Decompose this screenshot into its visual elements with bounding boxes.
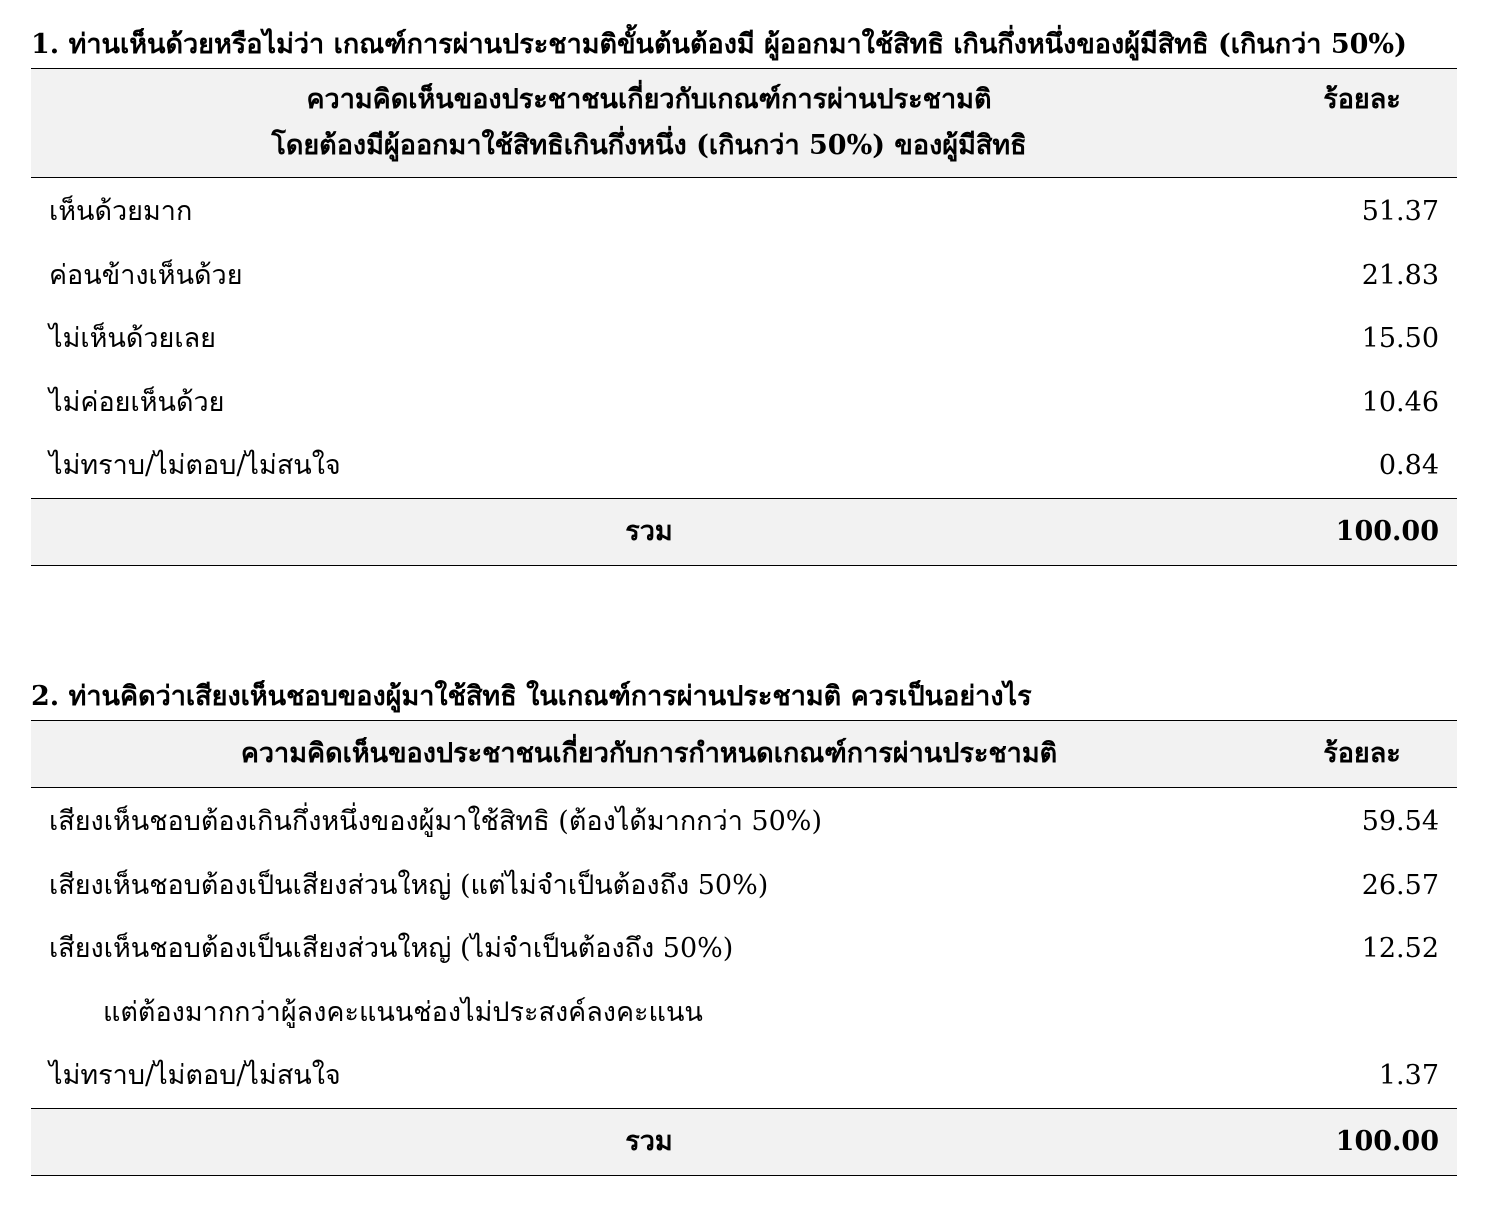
question-2-title: 2. ท่านคิดว่าเสียงเห็นชอบของผู้มาใช้สิทธิ ในเกณฑ์การผ่านประชามติ ควรเป็นอย่างไร xyxy=(31,681,1032,712)
percent-header-label: ร้อยละ xyxy=(1323,84,1401,115)
row-label: เสียงเห็นชอบต้องเป็นเสียงส่วนใหญ่ (ไม่จำเป็นต้องถึง 50%) xyxy=(49,933,734,964)
table-row xyxy=(31,854,1457,918)
row-label: เสียงเห็นชอบต้องเป็นเสียงส่วนใหญ่ (แต่ไม่จำเป็นต้องถึง 50%) xyxy=(49,869,769,901)
total-percent: 100.00 xyxy=(1335,515,1439,547)
opinion-header-line: ความคิดเห็นของประชาชนเกี่ยวกับการกำหนดเกณฑ์การผ่านประชามติ xyxy=(240,738,1058,769)
percent-column-header xyxy=(1267,69,1457,178)
total-row xyxy=(31,498,1457,565)
row-label: ไม่ทราบ/ไม่ตอบ/ไม่สนใจ xyxy=(49,1060,341,1091)
row-label: ค่อนข้างเห็นด้วย xyxy=(49,259,243,291)
row-label-continuation: แต่ต้องมากกว่าผู้ลงคะแนนช่องไม่ประสงค์ลงคะแนน xyxy=(103,996,703,1028)
opinion-header-line-2: โดยต้องมีผู้ออกมาใช้สิทธิเกินกึ่งหนึ่ง (เกินกว่า 50%) ของผู้มีสิทธิ xyxy=(271,130,1027,161)
table-row xyxy=(31,917,1457,981)
row-percent: 12.52 xyxy=(1361,933,1439,964)
row-label: เสียงเห็นชอบต้องเกินกึ่งหนึ่งของผู้มาใช้สิทธิ (ต้องได้มากกว่า 50%) xyxy=(49,806,822,837)
row-percent: 59.54 xyxy=(1361,806,1439,837)
table-row-continuation xyxy=(31,981,1457,1045)
table-row xyxy=(31,788,1457,854)
row-percent: 51.37 xyxy=(1361,196,1439,227)
question-2-table xyxy=(31,720,1457,1176)
row-percent: 21.83 xyxy=(1361,259,1439,291)
row-percent-empty xyxy=(1267,981,1457,1045)
row-label: ไม่เห็นด้วยเลย xyxy=(49,323,216,354)
table-row xyxy=(31,178,1457,244)
table-row xyxy=(31,434,1457,498)
row-percent: 10.46 xyxy=(1361,386,1439,418)
total-row xyxy=(31,1108,1457,1175)
row-percent: 0.84 xyxy=(1378,450,1439,481)
percent-column-header xyxy=(1267,721,1457,788)
question-1-title: 1. ท่านเห็นด้วยหรือไม่ว่า เกณฑ์การผ่านประชามติขั้นต้นต้องมี ผู้ออกมาใช้สิทธิ เกินกึ่งหนึ่งของผู้มีสิทธิ (เกินกว่า 50%) xyxy=(31,29,1407,60)
question-1-table xyxy=(31,68,1457,566)
row-label: ไม่ทราบ/ไม่ตอบ/ไม่สนใจ xyxy=(49,450,341,481)
opinion-column-header xyxy=(31,721,1267,788)
total-label: รวม xyxy=(625,1125,673,1157)
table-header-row xyxy=(31,721,1457,788)
table-row xyxy=(31,244,1457,308)
question-1-section xyxy=(31,22,1457,566)
opinion-header-line-1: ความคิดเห็นของประชาชนเกี่ยวกับเกณฑ์การผ่านประชามติ xyxy=(306,84,992,115)
percent-header-label: ร้อยละ xyxy=(1323,738,1401,769)
opinion-column-header xyxy=(31,69,1267,178)
row-label: ไม่ค่อยเห็นด้วย xyxy=(49,386,225,418)
total-percent: 100.00 xyxy=(1335,1125,1439,1157)
table-row xyxy=(31,307,1457,371)
row-percent: 15.50 xyxy=(1361,323,1439,354)
question-2-section xyxy=(31,674,1457,1176)
table-header-row xyxy=(31,69,1457,178)
table-row xyxy=(31,371,1457,435)
row-percent: 1.37 xyxy=(1378,1060,1439,1091)
table-row xyxy=(31,1044,1457,1108)
row-label: เห็นด้วยมาก xyxy=(49,196,193,227)
row-percent: 26.57 xyxy=(1361,869,1439,901)
total-label: รวม xyxy=(625,515,673,547)
